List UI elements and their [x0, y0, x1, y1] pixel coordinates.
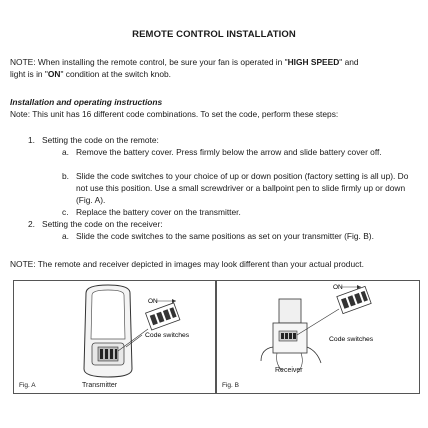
figure-b-panel [216, 280, 420, 394]
code-switches-callout: Code switches [145, 332, 190, 339]
note-text: NOTE: When installing the remote control, be sure your fan is operated in " [10, 57, 288, 67]
step-item-letter: c. [62, 207, 69, 217]
transmitter-illustration [14, 281, 215, 393]
note-light-on [10, 68, 420, 80]
section-note: Note: This unit has 16 different code combinations. To set the code, perform these steps: [10, 109, 339, 119]
step-item-text: Replace the battery cover on the transmitter. [76, 207, 241, 217]
note-product-difference: NOTE: The remote and receiver depicted in images may look different than your actual product. [10, 259, 364, 269]
page-title: REMOTE CONTROL INSTALLATION [132, 29, 296, 40]
figure-a-panel [13, 280, 216, 394]
figure-label: Fig. B [222, 382, 239, 389]
section-heading: Installation and operating instructions [10, 97, 163, 107]
note-bold-text: HIGH SPEED [287, 57, 340, 67]
note-text: " condition at the switch knob. [60, 69, 171, 79]
on-label: ON [333, 284, 343, 291]
note-text: light is in " [10, 69, 48, 79]
note-high-speed [10, 56, 420, 68]
on-label: ON [148, 298, 158, 305]
receiver-illustration [217, 281, 419, 393]
step-label: Setting the code on the receiver: [42, 219, 163, 229]
step-label: Setting the code on the remote: [42, 135, 159, 145]
step-item-text: Slide the code switches to your choice of up or down position (factory setting is all up). Do not use this position. Use a small screwdriver or a ballpoint pen to slide firmly up or down (Fig. A). [76, 171, 409, 205]
figure-caption: Receiver [275, 367, 303, 374]
step-item-letter: b. [62, 171, 69, 181]
figure-label: Fig. A [19, 382, 36, 389]
step-item-text: Slide the code switches to the same positions as set on your transmitter (Fig. B). [76, 231, 374, 241]
step-number: 2. [28, 219, 35, 229]
step-item-letter: a. [62, 231, 69, 241]
figure-caption: Transmitter [82, 382, 118, 389]
step-item-letter: a. [62, 147, 69, 157]
step-item-text: Remove the battery cover. Press firmly below the arrow and slide battery cover off. [76, 147, 382, 157]
note-bold-text: ON [47, 69, 61, 79]
step-number: 1. [28, 135, 35, 145]
code-switches-callout: Code switches [329, 336, 374, 343]
note-text: " and [339, 57, 359, 67]
